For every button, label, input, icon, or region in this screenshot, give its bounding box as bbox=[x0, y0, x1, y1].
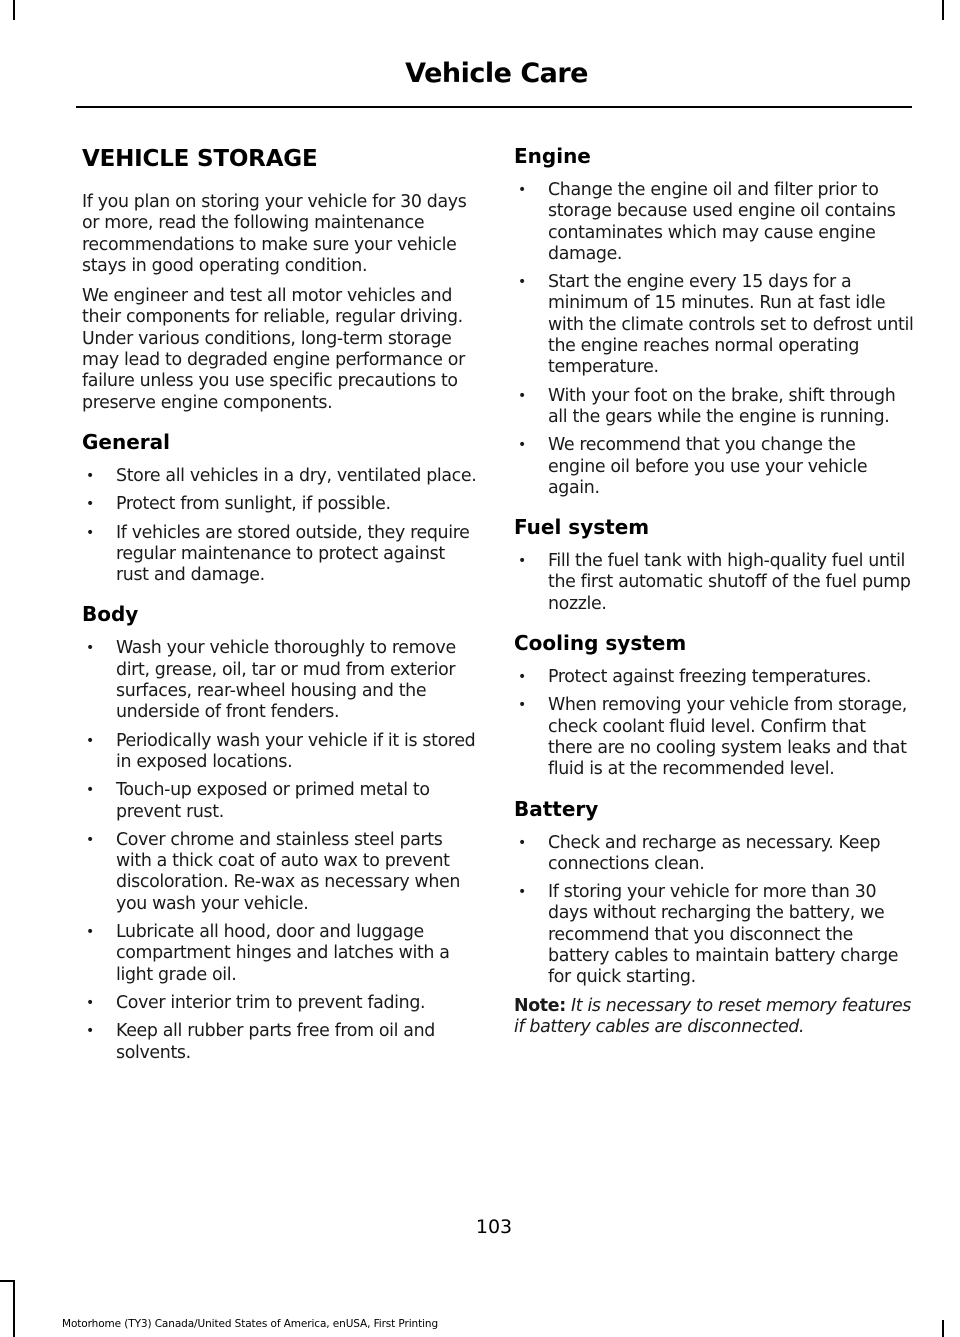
bullet-icon: • bbox=[86, 524, 94, 541]
list-item: • With your foot on the brake, shift through all the gears while the engine is running. bbox=[518, 385, 896, 427]
list-item: • Keep all rubber parts free from oil and solvents. bbox=[86, 1021, 435, 1063]
general-list bbox=[82, 466, 478, 586]
battery-note bbox=[514, 996, 914, 1039]
bullet-icon: • bbox=[86, 732, 94, 749]
fuel-system-list bbox=[514, 551, 914, 615]
fuel-system-heading: Fuel system bbox=[514, 515, 650, 540]
list-item: • Check and recharge as necessary. Keep connections clean. bbox=[518, 832, 881, 874]
page-header-title: Vehicle Care bbox=[405, 58, 588, 89]
list-item: • When removing your vehicle from storage, check coolant fluid level. Confirm that there are no cooling system leaks and that fluid is at the recommended level. bbox=[518, 695, 907, 780]
crop-mark-top-right bbox=[942, 0, 944, 20]
list-item: • Protect from sunlight, if possible. bbox=[86, 494, 391, 515]
bullet-icon: • bbox=[86, 924, 94, 941]
list-item: • Protect against freezing temperatures. bbox=[518, 667, 872, 688]
note-text: It is necessary to reset memory features if battery cables are disconnected. bbox=[514, 995, 912, 1037]
bullet-icon: • bbox=[518, 884, 526, 901]
engine-heading: Engine bbox=[514, 144, 591, 168]
bullet-icon: • bbox=[86, 831, 94, 848]
intro-paragraph-2: We engineer and test all motor vehicles and their components for reliable, regular driving. Under various conditions, long-term storage may lead to degraded engine performance or failure unless you use specific precautions to preserve engine components. bbox=[82, 286, 465, 413]
section-title: VEHICLE STORAGE bbox=[82, 146, 318, 172]
general-heading: General bbox=[82, 429, 170, 454]
note-label: Note: bbox=[514, 995, 566, 1016]
cooling-system-heading: Cooling system bbox=[514, 631, 687, 656]
list-item: • Lubricate all hood, door and luggage compartment hinges and latches with a light grade oil. bbox=[86, 922, 450, 985]
crop-mark-bottom-left-h bbox=[0, 1280, 15, 1282]
bullet-icon: • bbox=[518, 553, 526, 570]
engine-list bbox=[514, 180, 914, 499]
cooling-system-list bbox=[514, 667, 914, 780]
crop-mark-top-left bbox=[13, 0, 15, 20]
body-heading: Body bbox=[82, 602, 139, 627]
bullet-icon: • bbox=[86, 467, 94, 484]
bullet-icon: • bbox=[518, 834, 526, 851]
bullet-icon: • bbox=[86, 496, 94, 513]
bullet-icon: • bbox=[518, 669, 526, 686]
bullet-icon: • bbox=[518, 437, 526, 454]
list-item: • Wash your vehicle thoroughly to remove dirt, grease, oil, tar or mud from exterior surfaces, rear-wheel housing and the underside of front fenders. bbox=[86, 638, 456, 723]
footer-text: Motorhome (TY3) Canada/United States of America, enUSA, First Printing bbox=[62, 1318, 439, 1330]
list-item: • Cover interior trim to prevent fading. bbox=[86, 992, 426, 1013]
bullet-icon: • bbox=[518, 274, 526, 291]
bullet-icon: • bbox=[86, 640, 94, 657]
bullet-icon: • bbox=[518, 387, 526, 404]
bullet-icon: • bbox=[518, 697, 526, 714]
list-item: • Store all vehicles in a dry, ventilated place. bbox=[86, 465, 477, 486]
page-number: 103 bbox=[475, 1216, 513, 1238]
bullet-icon: • bbox=[86, 1023, 94, 1040]
crop-mark-bottom-right bbox=[942, 1320, 944, 1337]
list-item: • Touch-up exposed or primed metal to prevent rust. bbox=[86, 780, 430, 822]
crop-mark-bottom-left bbox=[13, 1280, 15, 1337]
header-divider bbox=[76, 106, 912, 108]
list-item: • We recommend that you change the engine oil before you use your vehicle again. bbox=[518, 435, 868, 498]
list-item: • If vehicles are stored outside, they require regular maintenance to protect against rust and damage. bbox=[86, 522, 470, 586]
bullet-icon: • bbox=[86, 782, 94, 799]
body-list bbox=[82, 638, 478, 1063]
left-column bbox=[82, 146, 478, 1071]
list-item: • Periodically wash your vehicle if it is stored in exposed locations. bbox=[86, 730, 476, 772]
bullet-icon: • bbox=[518, 182, 526, 198]
list-item: • Change the engine oil and filter prior to storage because used engine oil contains contaminates which may cause engine damage. bbox=[518, 180, 896, 264]
battery-list bbox=[514, 833, 914, 989]
intro-paragraph-1: If you plan on storing your vehicle for 30 days or more, read the following maintenance recommendations to make sure your vehicle stays in good operating condition. bbox=[82, 192, 467, 276]
battery-heading: Battery bbox=[514, 796, 599, 821]
list-item: • Cover chrome and stainless steel parts with a thick coat of auto wax to prevent discoloration. Re-wax as necessary when you wash your vehicle. bbox=[86, 829, 461, 914]
bullet-icon: • bbox=[86, 994, 94, 1011]
list-item: • Start the engine every 15 days for a minimum of 15 minutes. Run at fast idle with the climate controls set to defrost until the engine reaches normal operating temperature. bbox=[518, 272, 914, 378]
right-column bbox=[514, 144, 914, 1047]
list-item: • If storing your vehicle for more than 30 days without recharging the battery, we recommend that you disconnect the battery cables to maintain battery charge for quick starting. bbox=[518, 882, 899, 988]
list-item: • Fill the fuel tank with high-quality fuel until the first automatic shutoff of the fuel pump nozzle. bbox=[518, 551, 911, 614]
